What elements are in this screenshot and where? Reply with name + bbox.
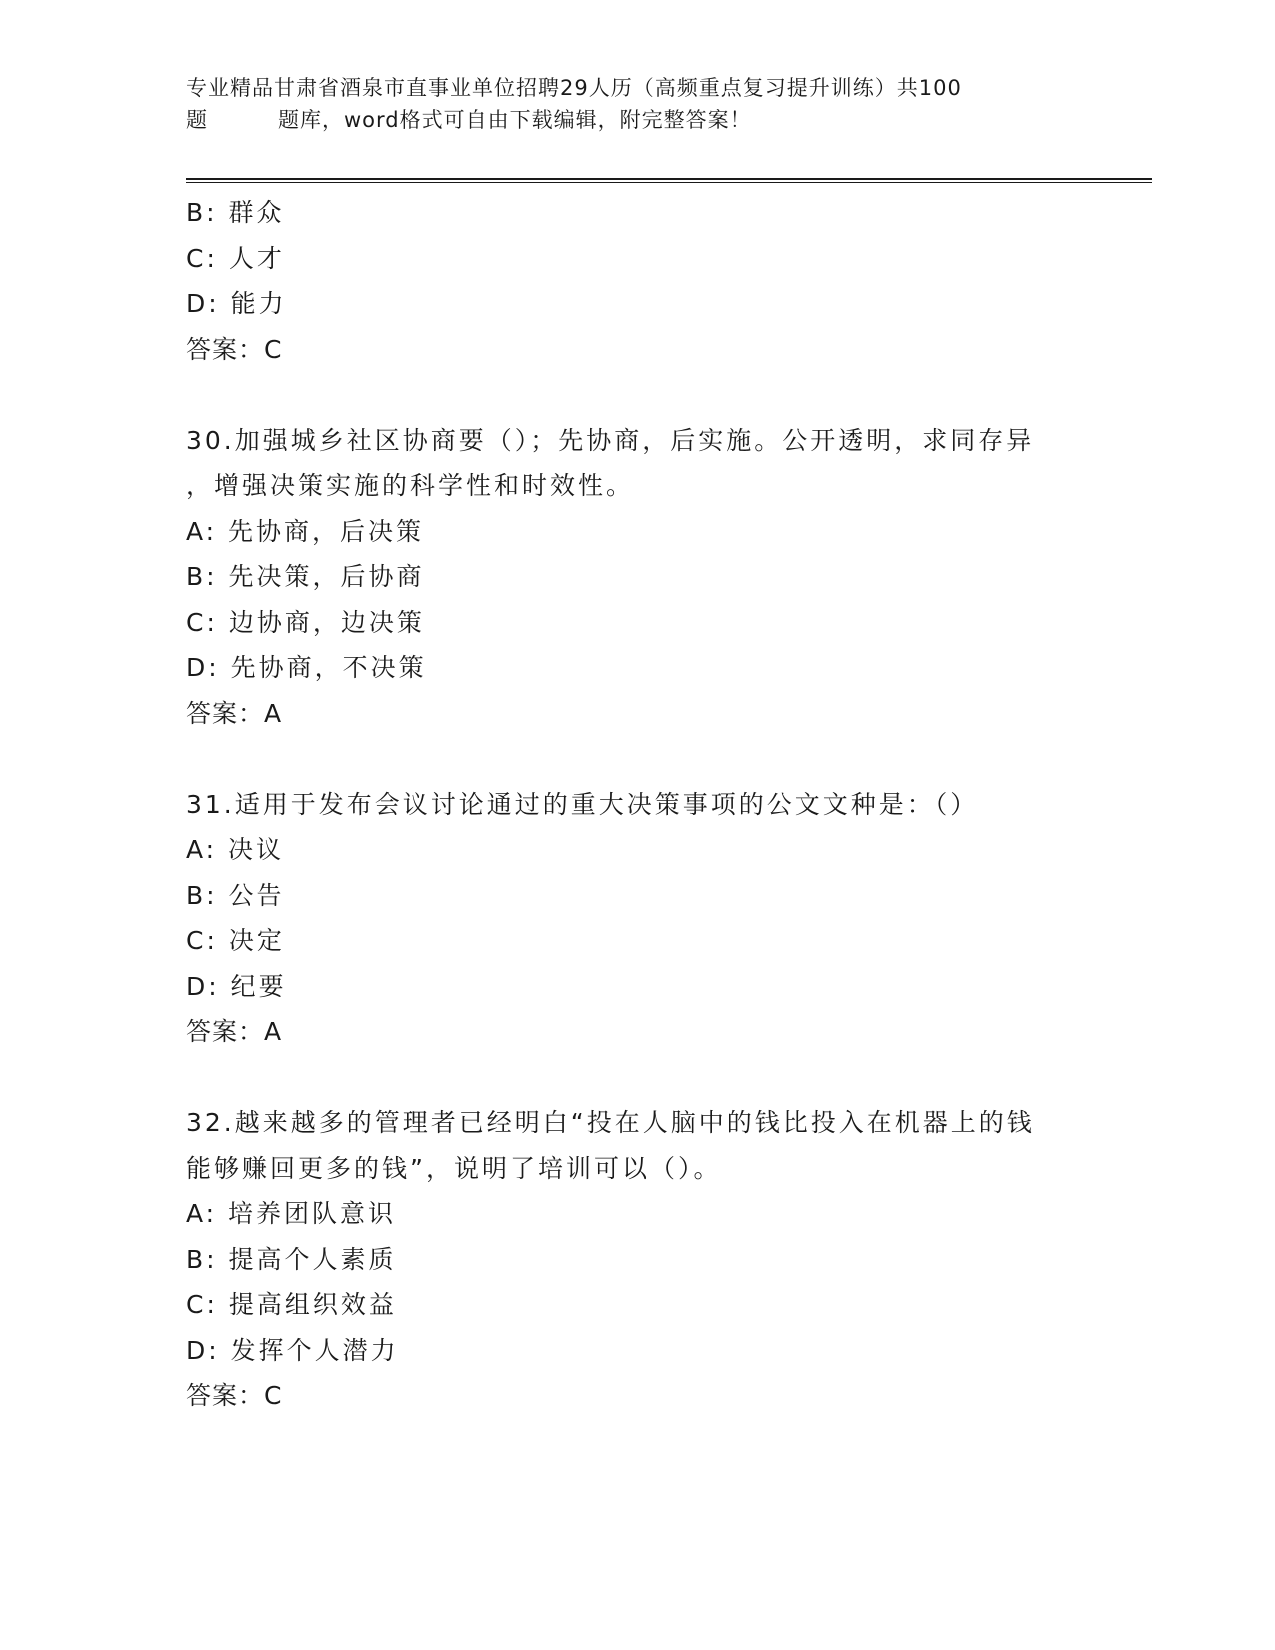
option-c: C: 提高组织效益 [186, 1290, 397, 1319]
question-block-29 [186, 190, 1086, 372]
header-line-2-rest: 题库，word格式可自由下载编辑，附完整答案！ [278, 108, 752, 132]
document-header [186, 72, 1086, 136]
question-text: 能够赚回更多的钱”，说明了培训可以（）。 [186, 1153, 722, 1183]
answer-line: 答案：A [186, 1017, 283, 1046]
answer-line: 答案：C [186, 334, 283, 364]
option-d: D: 纪要 [186, 971, 287, 1001]
option-b: B: 先决策，后协商 [186, 562, 425, 591]
question-text: 30.加强城乡社区协商要（）；先协商，后实施。公开透明，求同存异 [186, 425, 1035, 455]
option-b: B: 群众 [186, 198, 285, 227]
option-b: B: 公告 [186, 880, 285, 910]
option-d: D: 能力 [186, 289, 287, 318]
option-d: D: 先协商，不决策 [186, 653, 427, 682]
question-block-32 [186, 1100, 1086, 1419]
header-line-1: 专业精品甘肃省酒泉市直事业单位招聘29人历（高频重点复习提升训练）共100 [186, 76, 962, 100]
question-text: 31.适用于发布会议讨论通过的重大决策事项的公文文种是：（） [186, 789, 979, 819]
header-line-2-start: 题 [186, 108, 208, 132]
question-block-30 [186, 418, 1086, 737]
question-block-31 [186, 782, 1086, 1055]
option-d: D: 发挥个人潜力 [186, 1335, 399, 1365]
header-divider [186, 178, 1152, 183]
option-a: A: 培养团队意识 [186, 1199, 397, 1228]
option-a: A: 决议 [186, 835, 285, 864]
option-c: C: 边协商，边决策 [186, 607, 425, 637]
question-text: 32.越来越多的管理者已经明白“投在人脑中的钱比投入在机器上的钱 [186, 1108, 1035, 1137]
option-c: C: 人才 [186, 243, 285, 273]
answer-line: 答案：C [186, 1381, 283, 1410]
option-b: B: 提高个人素质 [186, 1244, 397, 1274]
option-a: A: 先协商，后决策 [186, 516, 425, 546]
header-line-2 [186, 104, 1086, 136]
option-c: C: 决定 [186, 926, 285, 955]
document-body [186, 190, 1086, 1419]
question-text: ，增强决策实施的科学性和时效性。 [186, 471, 635, 500]
answer-line: 答案：A [186, 698, 283, 728]
